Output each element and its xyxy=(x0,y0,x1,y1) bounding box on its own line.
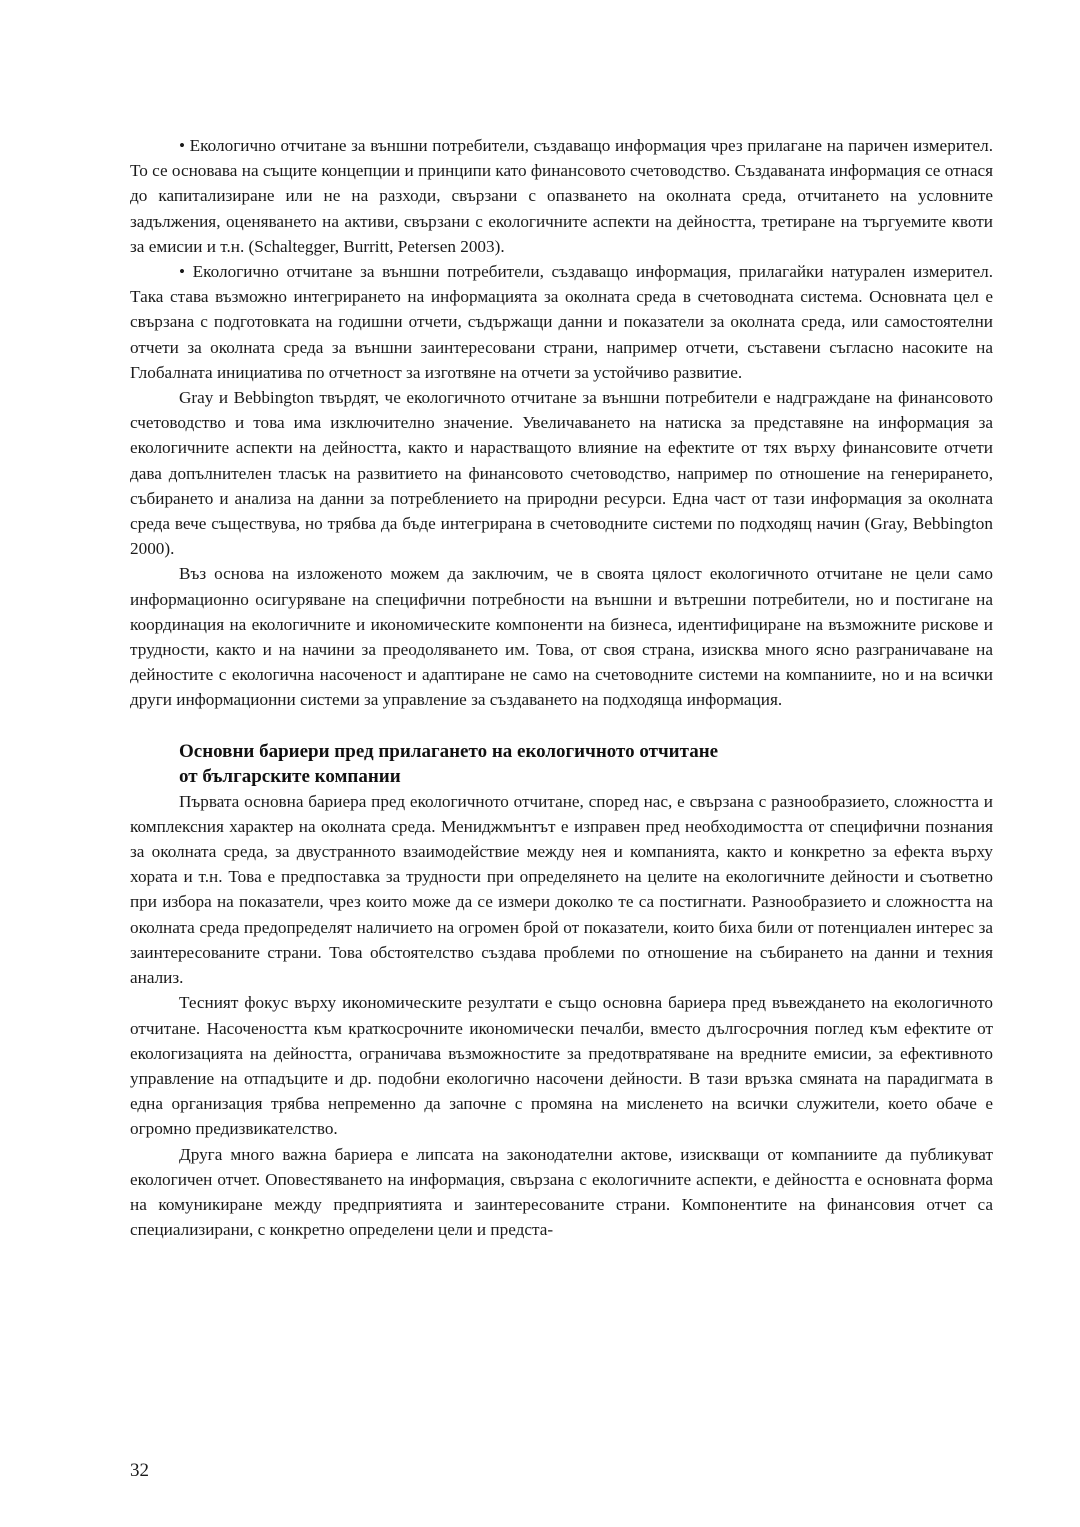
paragraph-first-barrier: Първата основна бариера пред екологичното отчитане, според нас, е свързана с разнообразието, сложността и комплексния характер на околната среда. Мениджмънтът е изправен пред необходимостта от специфични познания за околната среда, за двустранното взаимодействие между нея и компанията, както и конкретно за ефекта върху хората и т.н. Това е предпоставка за трудности при определянето на целите на екологичните дейности и съответно при избора на показатели, чрез които може да се измери доколко те са постигнати. Разнообразието и сложността на околната среда предопределят наличието на огромен брой от показатели, които биха били от потенциален интерес за заинтересованите страни. Това обстоятелство създава проблеми по отношение на събирането на данни и техния анализ. xyxy=(130,791,993,988)
section-heading-line-1: Основни бариери пред прилагането на екологичното отчитане xyxy=(179,740,719,762)
paragraph-bullet-monetary: • Екологично отчитане за външни потребители, създаващо информация чрез прилагане на паричен измерител. То се основава на същите концепции и принципи като финансовото счетоводство. Създаваната информация се отнася до капитализиране или не на разходи, свързани с опазването на околната среда, отчитането на условните задължения, оценяването на активи, свързани с екологичните аспекти на дейността, третиране на търгуемите квоти за емисии и т.н. (Schaltegger, Burritt, Petersen 2003). xyxy=(130,136,993,256)
section-heading-line-2: от българските компании xyxy=(179,765,401,787)
paragraph-conclusion: Въз основа на изложеното можем да заключим, че в своята цялост екологичното отчитане не цели само информационно осигуряване на специфични потребности на външни и вътрешни потребители, но и постигане на координация на екологичните и икономическите компоненти на бизнеса, идентифициране на възможните рискове и трудности, както и на начини за преодоляването им. Това, от своя страна, изисква много ясно разграничаване на дейностите с екологична насоченост и адаптиране не само на счетоводните системи на компаниите, но и на всички други информационни системи за управление за създаването на подходяща информация. xyxy=(130,564,993,710)
paragraph-bullet-natural: • Екологично отчитане за външни потребители, създаващо информация, прилагайки натурален измерител. Така става възможно интегрирането на информацията за околната среда в счетоводната система. Основната цел е свързана с подготовката на годишни отчети, съдържащи данни и показатели за околната среда, или самостоятелни отчети за околната среда за външни заинтересовани страни, например отчети, съставени съгласно насоките на Глобалната инициатива по отчетност за изготвяне на отчети за устойчиво развитие. xyxy=(130,262,993,382)
page-body xyxy=(130,133,993,1242)
paragraph-legislation: Друга много важна бариера е липсата на законодателни актове, изискващи от компаниите да публикуват екологичен отчет. Оповестяването на информация, свързана с екологичните аспекти, е дейността е основната форма на комуникиране между предприятията и заинтересованите страни. Компонентите на финансовия отчет са специализирани, с конкретно определени цели и предста- xyxy=(130,1144,993,1240)
paragraph-gray-bebbington: Gray и Bebbington твърдят, че екологичното отчитане за външни потребители е надграждане на финансовото счетоводство и това има изключително значение. Увеличаването на натиска за представяне на информация за екологичните аспекти на дейността, както и нарастващото влияние на ефектите от тях върху финансовите отчети дава допълнителен тласък на развитието на финансовото счетоводство, например по отношение на генерирането, събирането и анализа на данни за потреблението на природни ресурси. Една част от тази информация за околната среда вече съществува, но трябва да бъде интегрирана в счетоводните системи по подходящ начин (Gray, Bebbington 2000). xyxy=(130,388,993,559)
paragraph-economic-focus: Тесният фокус върху икономическите резултати е също основна бариера пред въвеждането на екологичното отчитане. Насочеността към краткосрочните икономически печалби, вместо дългосрочния поглед към ефектите от екологизацията на дейността, ограничава възможностите за предотвратяване на вредните емисии, за ефективното управление на отпадъците и др. подобни екологично насочени дейности. В тази връзка смяната на парадигмата в една организация трябва непременно да започне с промяна на мисленето на всички служители, което обаче е огромно предизвикателство. xyxy=(130,993,993,1139)
section-heading xyxy=(179,739,993,789)
page-number: 32 xyxy=(130,1460,149,1481)
